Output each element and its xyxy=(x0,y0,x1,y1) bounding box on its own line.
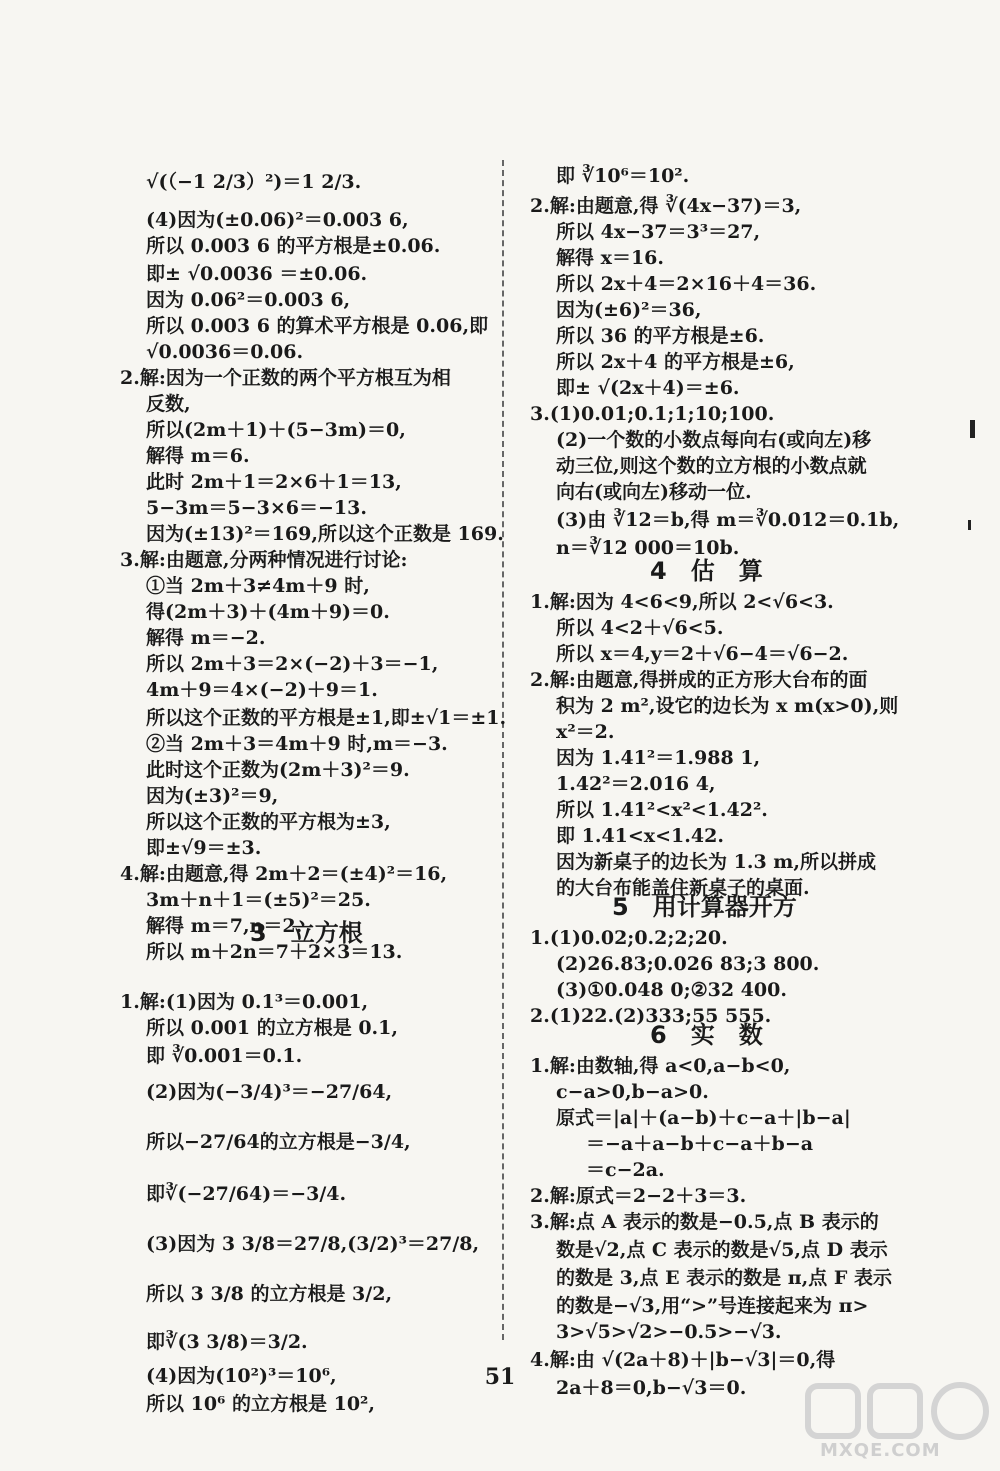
text-line: 得(2m＋3)＋(4m＋9)＝0. xyxy=(146,601,390,623)
text-line: 所以 2x＋4＝2×16＋4＝36. xyxy=(556,273,817,295)
text-line: 此时这个正数为(2m＋3)²＝9. xyxy=(146,759,410,781)
text-line: 1.(1)0.02;0.2;2;20. xyxy=(530,927,728,949)
text-line: 2.解:因为一个正数的两个平方根互为相 xyxy=(120,367,451,389)
text-line: 所以 m＋2n＝7＋2×3＝13. xyxy=(146,941,403,963)
text-line: 4m＋9＝4×(−2)＋9＝1. xyxy=(146,679,378,701)
text-line: 所以 2m＋3＝2×(−2)＋3＝−1, xyxy=(146,653,439,675)
text-line: 解得 m＝7,n＝2. xyxy=(146,915,303,937)
text-line: c−a>0,b−a>0. xyxy=(556,1081,709,1103)
text-line: 所以 0.003 6 的算术平方根是 0.06,即 xyxy=(146,315,489,337)
text-line: 3.解:点 A 表示的数是−0.5,点 B 表示的 xyxy=(530,1211,879,1233)
text-line: 向右(或向左)移动一位. xyxy=(556,481,752,503)
text-line: (2)因为(−3/4)³＝−27/64, xyxy=(146,1081,393,1103)
text-line: 因为(±13)²＝169,所以这个正数是 169. xyxy=(146,523,504,545)
text-line: 的数是−√3,用“>”号连接起来为 π> xyxy=(556,1295,869,1317)
text-line: n＝∛12 000＝10b. xyxy=(556,537,740,559)
text-line: 1.42²＝2.016 4, xyxy=(556,773,716,795)
text-line: 4.解:由 √(2a＋8)＋|b−√3|＝0,得 xyxy=(530,1349,836,1371)
text-line: 所以 3 3/8 的立方根是 3/2, xyxy=(146,1283,393,1305)
text-line: 即 ∛10⁶＝10². xyxy=(556,165,690,187)
text-line: 所以 0.003 6 的平方根是±0.06. xyxy=(146,235,441,257)
text-line: 所以−27/64的立方根是−3/4, xyxy=(146,1131,411,1153)
text-line: ①当 2m＋3≠4m＋9 时, xyxy=(146,575,370,597)
text-line: (3)由 ∛12＝b,得 m＝∛0.012＝0.1b, xyxy=(556,509,900,531)
text-line: 数是√2,点 C 表示的数是√5,点 D 表示 xyxy=(556,1239,888,1261)
text-line: 动三位,则这个数的立方根的小数点就 xyxy=(556,455,867,477)
text-line: 所以(2m＋1)＋(5−3m)＝0, xyxy=(146,419,406,441)
text-line: 2.解:由题意,得 ∛(4x−37)＝3, xyxy=(530,195,802,217)
text-line: 3.解:由题意,分两种情况进行讨论: xyxy=(120,549,408,571)
text-line: 2a＋8＝0,b−√3＝0. xyxy=(556,1377,747,1399)
text-line: 3>√5>√2>−0.5>−√3. xyxy=(556,1321,782,1343)
watermark-text: MXQE.COM xyxy=(820,1440,941,1461)
text-line: (2)一个数的小数点每向右(或向左)移 xyxy=(556,429,872,451)
text-line: 因为新桌子的边长为 1.3 m,所以拼成 xyxy=(556,851,877,873)
text-line: 所以 10⁶ 的立方根是 10², xyxy=(146,1393,375,1415)
text-line: (2)26.83;0.026 83;3 800. xyxy=(556,953,820,975)
text-line: 的数是 3,点 E 表示的数是 π,点 F 表示 xyxy=(556,1267,893,1289)
section-heading: 6 实 数 xyxy=(650,1021,763,1049)
text-line: ②当 2m＋3＝4m＋9 时,m＝−3. xyxy=(146,733,448,755)
text-line: 解得 x＝16. xyxy=(556,247,664,269)
text-line: ＝c−2a. xyxy=(586,1159,665,1181)
text-line: √0.0036＝0.06. xyxy=(146,341,304,363)
text-line: 所以 0.001 的立方根是 0.1, xyxy=(146,1017,399,1039)
text-line: ＝−a＋a−b＋c−a＋b−a xyxy=(586,1133,814,1155)
text-line: √(（−1 2/3）²)＝1 2/3. xyxy=(146,171,362,193)
text-line: 所以 1.41²<x²<1.42². xyxy=(556,799,768,821)
text-line: (3)因为 3 3/8＝27/8,(3/2)³＝27/8, xyxy=(146,1233,480,1255)
text-line: 2.解:由题意,得拼成的正方形大台布的面 xyxy=(530,669,868,691)
text-line: (3)①0.048 0;②32 400. xyxy=(556,979,787,1001)
text-line: 解得 m＝−2. xyxy=(146,627,266,649)
text-line: 所以这个正数的平方根是±1,即±√1＝±1. xyxy=(146,707,507,729)
text-line: 所以 2x＋4 的平方根是±6, xyxy=(556,351,795,373)
text-line: 1.解:由数轴,得 a<0,a−b<0, xyxy=(530,1055,791,1077)
text-line: 3m＋n＋1＝(±5)²＝25. xyxy=(146,889,371,911)
scan-mark xyxy=(970,420,975,438)
text-line: 因为(±6)²＝36, xyxy=(556,299,702,321)
text-line: 反数, xyxy=(146,393,191,415)
text-line: 因为 0.06²＝0.003 6, xyxy=(146,289,351,311)
text-line: 即 ∛0.001＝0.1. xyxy=(146,1045,303,1067)
text-line: 即± √(2x＋4)＝±6. xyxy=(556,377,740,399)
text-line: (4)因为(±0.06)²＝0.003 6, xyxy=(146,209,409,231)
text-line: 即∛(−27/64)＝−3/4. xyxy=(146,1183,347,1205)
text-line: 3.(1)0.01;0.1;1;10;100. xyxy=(530,403,775,425)
text-line: (4)因为(10²)³＝10⁶, xyxy=(146,1365,337,1387)
section-heading: 4 估 算 xyxy=(650,557,763,585)
text-line: 所以 36 的平方根是±6. xyxy=(556,325,765,347)
section-heading: 3 立方根 xyxy=(250,919,363,947)
text-line: 因为(±3)²＝9, xyxy=(146,785,279,807)
text-line: 此时 2m＋1＝2×6＋1＝13, xyxy=(146,471,402,493)
column-divider xyxy=(502,160,504,1340)
text-line: 1.解:(1)因为 0.1³＝0.001, xyxy=(120,991,369,1013)
page-number: 51 xyxy=(484,1364,516,1390)
text-line: 即 1.41<x<1.42. xyxy=(556,825,724,847)
text-line: 积为 2 m²,设它的边长为 x m(x>0),则 xyxy=(556,695,899,717)
text-line: 的大台布能盖住新桌子的桌面. xyxy=(556,877,810,899)
text-line: 5−3m＝5−3×6＝−13. xyxy=(146,497,367,519)
text-line: 即∛(3 3/8)＝3/2. xyxy=(146,1331,308,1353)
text-line: 即± √0.0036 ＝±0.06. xyxy=(146,263,368,285)
text-line: 2.解:原式＝2−2＋3＝3. xyxy=(530,1185,747,1207)
text-line: 原式＝|a|＋(a−b)＋c−a＋|b−a| xyxy=(556,1107,851,1129)
text-line: 所以 4x−37＝3³＝27, xyxy=(556,221,761,243)
text-line: 即±√9＝±3. xyxy=(146,837,262,859)
text-line: 所以这个正数的平方根为±3, xyxy=(146,811,391,833)
text-line: 因为 1.41²＝1.988 1, xyxy=(556,747,761,769)
section-heading: 5 用计算器开方 xyxy=(612,893,797,921)
scan-mark xyxy=(968,520,971,530)
text-line: 2.(1)22.(2)333;55 555. xyxy=(530,1005,772,1027)
text-line: 解得 m＝6. xyxy=(146,445,250,467)
text-line: 所以 4<2＋√6<5. xyxy=(556,617,724,639)
text-line: 所以 x＝4,y＝2＋√6−4＝√6−2. xyxy=(556,643,849,665)
text-line: 1.解:因为 4<6<9,所以 2<√6<3. xyxy=(530,591,834,613)
text-line: 4.解:由题意,得 2m＋2＝(±4)²＝16, xyxy=(120,863,448,885)
text-line: x²＝2. xyxy=(556,721,615,743)
